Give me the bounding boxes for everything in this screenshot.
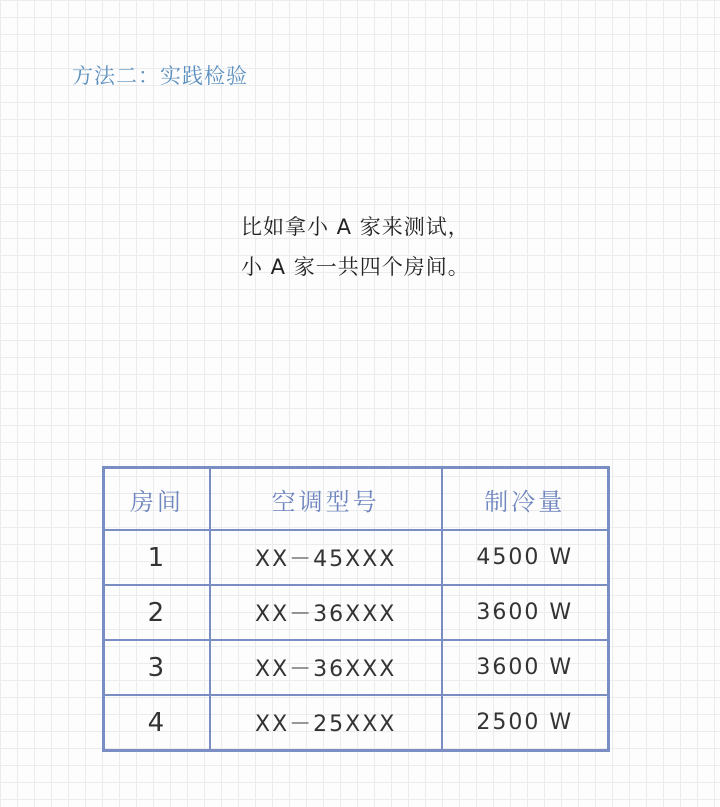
header-model: 空调型号 [210,468,442,531]
cell-model: XX－36XXX [210,585,442,640]
intro-line-1: 比如拿小 A 家来测试， [241,215,470,239]
cell-model: XX－36XXX [210,640,442,695]
intro-line-2: 小 A 家一共四个房间。 [241,255,470,279]
header-room: 房间 [104,468,210,531]
table-header-row [104,468,609,531]
cell-cooling: 3600 W [442,585,609,640]
cell-room: 2 [104,585,210,640]
intro-text [241,207,470,287]
cell-cooling: 2500 W [442,695,609,751]
section-title: 方法二：实践检验 [72,64,248,88]
cell-room: 4 [104,695,210,751]
table-row [104,530,609,585]
table-row [104,640,609,695]
table-row [104,695,609,751]
cell-model: XX－25XXX [210,695,442,751]
cell-room: 1 [104,530,210,585]
header-cooling: 制冷量 [442,468,609,531]
cell-cooling: 3600 W [442,640,609,695]
table-row [104,585,609,640]
ac-spec-table [102,466,610,752]
cell-room: 3 [104,640,210,695]
cell-cooling: 4500 W [442,530,609,585]
cell-model: XX－45XXX [210,530,442,585]
